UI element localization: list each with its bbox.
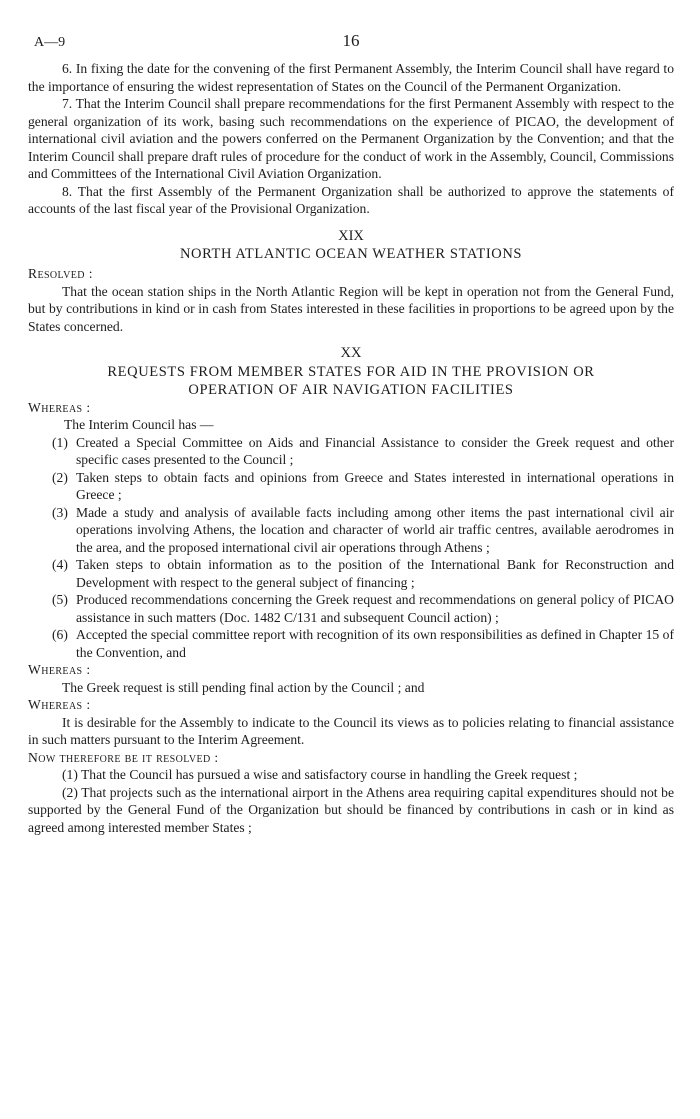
list-item-text: Produced recommendations concerning the Greek request and recommendations on general policy of PICAO assistance in such matters (Doc. 1482 C/131 and subsequent Council action) ; — [76, 592, 674, 625]
paragraph-8: 8. That the first Assembly of the Permanent Organization shall be authorized to approve the statements of accounts of the last fiscal year of the Provisional Organization. — [28, 183, 674, 216]
list-item-number: (3) — [52, 504, 68, 520]
resolution-1: (1) That the Council has pursued a wise and satisfactory course in handling the Greek request ; — [62, 767, 578, 782]
paragraph-6: 6. In fixing the date for the convening of the first Permanent Assembly, the Interim Council shall have regard to the importance of ensuring the widest representation of States on the Council of the Permanent Organization. — [28, 61, 674, 94]
list-item — [52, 626, 674, 661]
list-item-text: Created a Special Committee on Aids and Financial Assistance to consider the Greek request and other specific cases presented to the Council ; — [76, 434, 674, 467]
section-number-xix: XIX — [338, 227, 364, 244]
list-item-text: Made a study and analysis of available facts including among other items the past international civil air operations involving Athens, the location and character of world air traffic centres, available aerodromes in the area, and the proposed international civil air operations through Athens ; — [76, 504, 674, 555]
whereas-text-3: It is desirable for the Assembly to indicate to the Council its views as to policies relating to financial assistance in such matters pursuant to the Interim Agreement. — [28, 714, 674, 747]
resolved-label: Resolved : — [28, 266, 93, 281]
list-item — [52, 504, 674, 557]
whereas-text-2: The Greek request is still pending final action by the Council ; and — [62, 679, 425, 695]
section-number-xx: XX — [340, 345, 362, 361]
section-title-xx-line2: OPERATION OF AIR NAVIGATION FACILITIES — [188, 381, 514, 398]
list-item-number: (5) — [52, 592, 68, 607]
page-reference: A—9 — [34, 35, 66, 50]
section-title-xx-line1: REQUESTS FROM MEMBER STATES FOR AID IN THE PROVISION OR — [107, 363, 595, 380]
list-item — [52, 591, 674, 626]
section-title-xix: NORTH ATLANTIC OCEAN WEATHER STATIONS — [179, 246, 523, 262]
list-item-number: (1) — [52, 434, 68, 450]
interim-council-intro: The Interim Council has — — [64, 417, 214, 432]
page-header — [28, 31, 674, 60]
page-number: 16 — [342, 31, 360, 50]
list-item — [52, 434, 674, 469]
whereas-label-2: Whereas : — [28, 662, 91, 677]
list-item-number: (6) — [52, 627, 68, 642]
whereas-label-3: Whereas : — [28, 697, 91, 712]
section-xix-text: That the ocean station ships in the North Atlantic Region will be kept in operation not from the General Fund, but by contributions in kind or in cash from States interested in these facilities in proportions to be agreed upon by the States concerned. — [28, 283, 674, 334]
list-item — [52, 556, 674, 591]
list-item-text: Taken steps to obtain facts and opinions from Greece and States interested in international operations in Greece ; — [76, 469, 674, 502]
paragraph-7: 7. That the Interim Council shall prepare recommendations for the first Permanent Assembly with respect to the general organization of its work, basing such recommendations on the experience of PICAO, the development of international civil aviation and the powers conferred on the Permanent Organization by the Convention; and that the Interim Council shall prepare draft rules of procedure for the conduct of work in the Assembly, Council, Commissions and Committees of the International Civil Aviation Organization. — [28, 96, 674, 181]
whereas-label-1: Whereas : — [28, 399, 91, 415]
list-item — [52, 469, 674, 504]
list-item-text: Taken steps to obtain information as to the position of the International Bank for Reconstruction and Development with respect to the general subject of financing ; — [76, 557, 674, 590]
now-therefore-label: Now therefore be it resolved : — [28, 749, 219, 765]
list-item-number: (2) — [52, 469, 68, 485]
list-item-text: Accepted the special committee report with recognition of its own responsibilities as defined in Chapter 15 of the Convention, and — [76, 627, 674, 660]
list-item-number: (4) — [52, 557, 68, 572]
resolution-2: (2) That projects such as the international airport in the Athens area requiring capital expenditures should not be supported by the General Fund of the Organization but should be financed by contributions in cash or in kind as agreed among interested member States ; — [28, 784, 674, 835]
